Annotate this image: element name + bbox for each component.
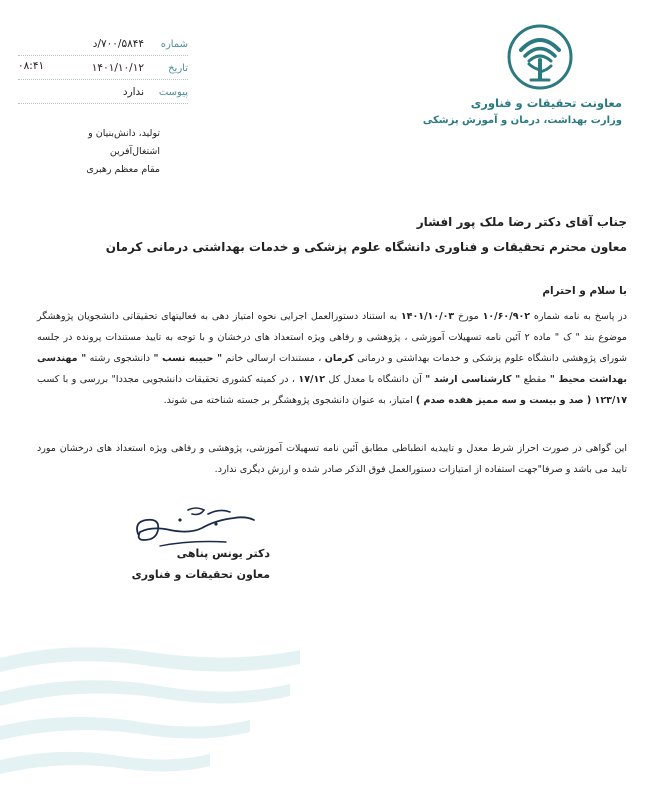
body-text: امتیاز، به عنوان دانشجوی پژوهشگر بر جسته شناخته می شوند. (163, 395, 416, 406)
body-text: به استناد دستورالعمل اجرایی نحوه امتیاز دهی به فعالیتهای تحقیقاتی دانشجویان پژوهشگر موضوع بند " ک " ماده ۲ آئین نامه تسهیلات آموزشی ، پژوهشی و رفاهی ویژه استعداد های درخشان و با توجه به تایید مستندات پرونده در جلسه شورای پژوهشی دانشگاه علوم پزشکی و خدمات بهداشتی و درمانی (37, 311, 627, 364)
body-text: آن دانشگاه با معدل کل (325, 374, 426, 385)
decorative-waves-icon (0, 640, 300, 804)
meta-number-row (18, 38, 188, 56)
body-text: مورخ (454, 311, 483, 322)
body-text: مقطع (520, 374, 550, 385)
university-name: کرمان (324, 353, 354, 364)
salutation: با سلام و احترام (542, 285, 627, 297)
ministry-logo (422, 24, 640, 134)
body-paragraph-2: این گواهی در صورت احراز شرط معدل و تاییدیه انطباطی مطابق آئین نامه تسهیلات آموزشی، پژوهشی و رفاهی ویژه استعداد های درخشان مورد تایید می باشد و صرفا"جهت استفاده از امتیازات دستورالعمل فوق الذکر صادر شده و ارزش دیگری ندارد. (37, 443, 627, 475)
cc-block (40, 125, 160, 179)
student-name: " حبیبه نسب " (153, 353, 223, 364)
time-value: ۰۸:۴۱ (18, 60, 45, 72)
gpa: ۱۷/۱۲ (298, 374, 326, 385)
addressee-name: جناب آقای دکتر رضا ملک پور افشار (416, 215, 627, 229)
letter-number: ۱۰/۶۰/۹۰۲ (482, 311, 531, 322)
date-value: ۱۴۰۱/۱۰/۱۲ (91, 62, 144, 74)
signatory-title: معاون تحقیقات و فناوری (131, 568, 270, 581)
body-text: در پاسخ به نامه شماره (530, 311, 627, 322)
signature-block (130, 500, 270, 595)
body-text: ، در کمیته کشوری تحقیقات دانشجویی مجددا" بررسی و با کسب (37, 374, 299, 385)
cc-line: مقام معظم رهبری (86, 164, 160, 175)
degree: " کارشناسی ارشد " (425, 374, 521, 385)
attachment-value: ندارد (122, 86, 144, 98)
body-text: دانشجوی رشته (86, 353, 154, 364)
score: ۱۲۳/۱۷ ( صد و بیست و سه ممیز هفده صدم ) (415, 395, 627, 406)
tree-emblem-icon (507, 24, 573, 90)
field-of-study: " مهندسی بهداشت محیط " (37, 353, 627, 385)
number-value: ۷۰۰/۵۸۴۴/د (92, 38, 144, 50)
logo-title: معاونت تحقیقات و فناوری (470, 96, 622, 110)
number-label: شماره (160, 39, 188, 50)
meta-attachment-row (18, 86, 188, 104)
logo-subtitle: وزارت بهداشت، درمان و آموزش پزشکی (422, 115, 622, 126)
signatory-name: دکتر یونس پناهی (176, 547, 270, 560)
cc-line: تولید، دانش‌بنیان و اشتغال‌آفرین (88, 128, 160, 157)
date-label: تاریخ (168, 63, 188, 74)
addressee-title: معاون محترم تحقیقات و فناوری دانشگاه علوم پزشکی و خدمات بهداشتی درمانی کرمان (105, 240, 627, 254)
attachment-label: پیوست (158, 87, 188, 98)
letter-meta (18, 38, 188, 110)
body-text: ، مستندات ارسالی خانم (222, 353, 325, 364)
body-paragraph-1 (37, 306, 627, 411)
letter-date: ۱۴۰۱/۱۰/۰۳ (400, 311, 455, 322)
